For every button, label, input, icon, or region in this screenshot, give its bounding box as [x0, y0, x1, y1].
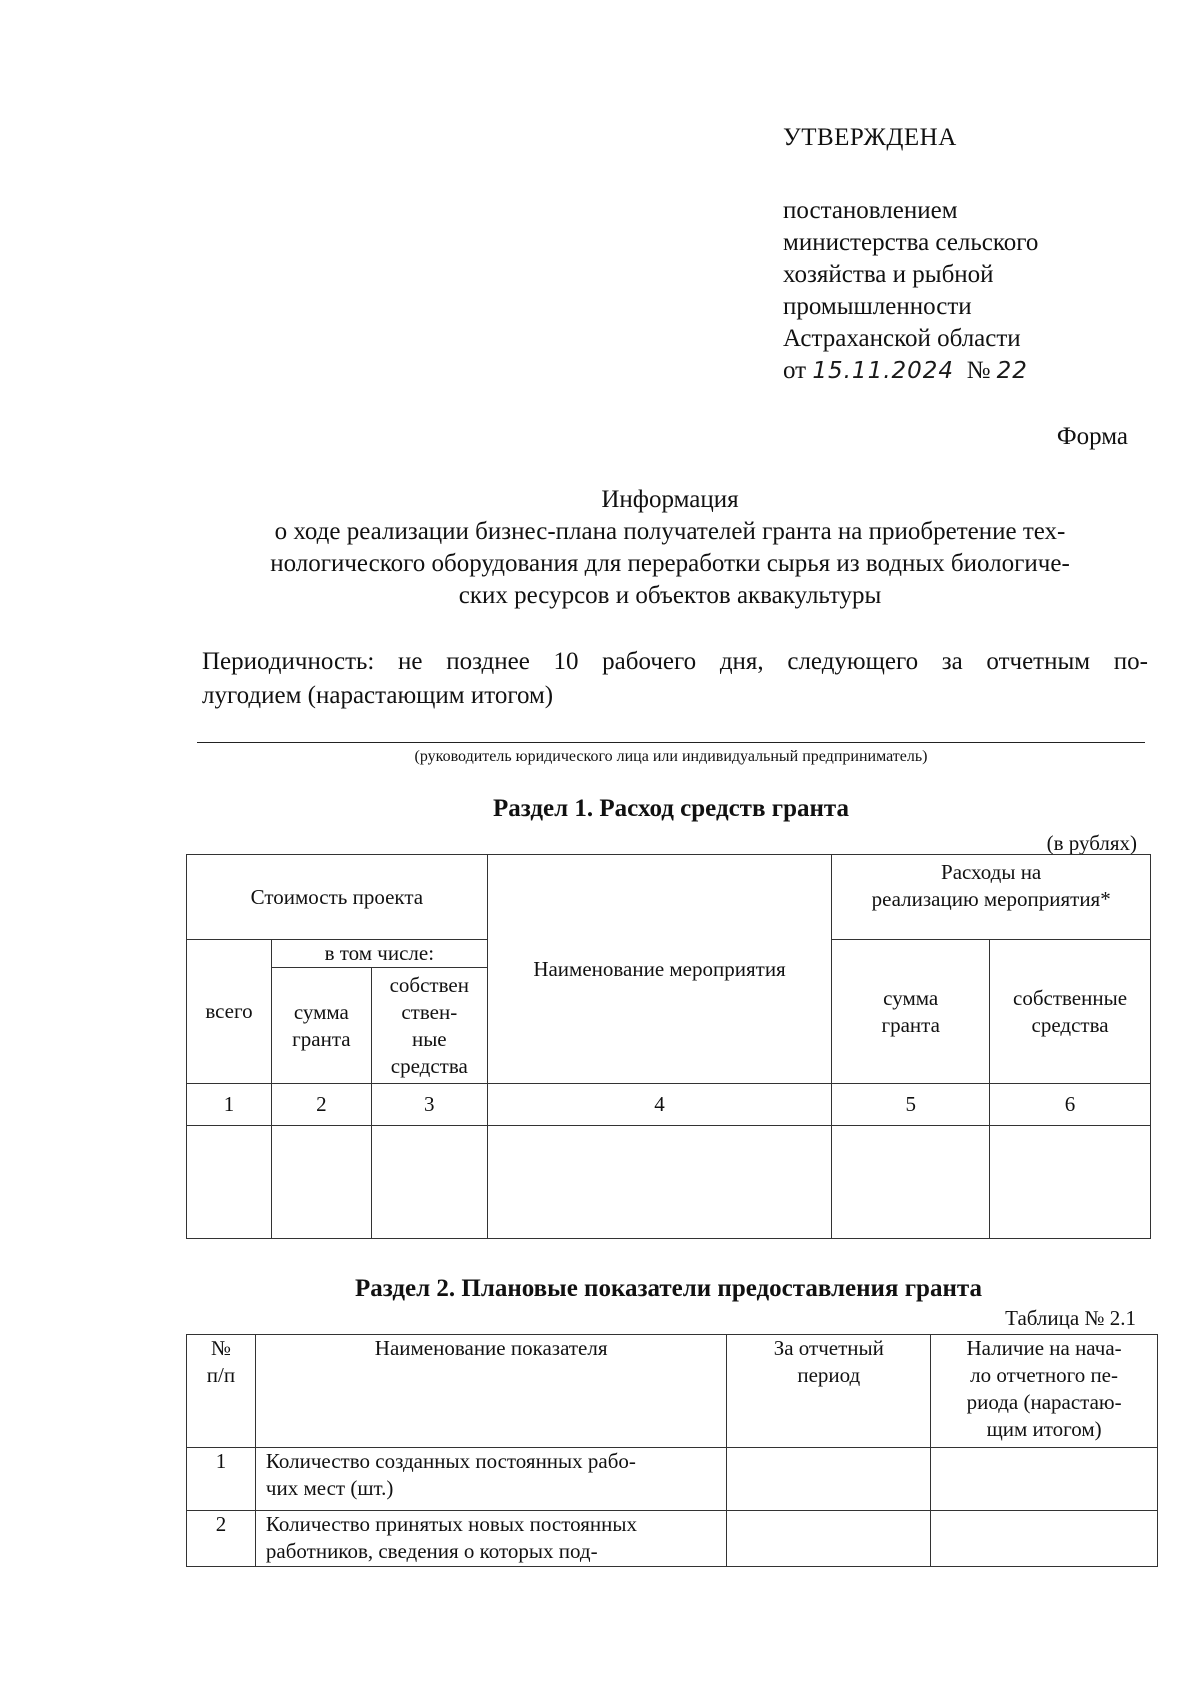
column-number: 6: [990, 1084, 1151, 1126]
header-activity-name: Наименование мероприятия: [487, 855, 832, 1084]
decree-line: промышленности: [783, 293, 972, 320]
header-exp-grant: сумма гранта: [832, 940, 990, 1084]
column-number: 2: [271, 1084, 371, 1126]
units-label: (в рублях): [1046, 831, 1137, 855]
header-reporting-period: За отчетный период: [727, 1335, 931, 1448]
column-number: 4: [487, 1084, 832, 1126]
handwritten-date: 15.11.2024: [812, 358, 955, 384]
section2-title: Раздел 2. Плановые показатели предоставления гранта: [355, 1275, 982, 1302]
title-line: нологического оборудования для переработки сырья из водных биологиче-: [270, 550, 1070, 577]
empty-cell: [271, 1126, 371, 1239]
row-number: 2: [187, 1511, 256, 1567]
indicator-name: Количество созданных постоянных рабо- чих мест (шт.): [255, 1448, 726, 1511]
empty-cell: [727, 1511, 931, 1567]
section1-title: Раздел 1. Расход средств гранта: [493, 795, 849, 822]
table-row: [187, 1448, 1158, 1511]
column-number: 1: [187, 1084, 272, 1126]
empty-cell: [832, 1126, 990, 1239]
planned-indicators-table: [186, 1334, 1158, 1567]
header-expenses: Расходы на реализацию мероприятия*: [832, 855, 1151, 940]
grant-expenses-table: [186, 854, 1151, 1239]
approved-stamp-text: УТВЕРЖДЕНА: [783, 124, 957, 151]
document-title: [190, 484, 1150, 612]
column-number: 3: [371, 1084, 487, 1126]
decree-line: министерства сельского: [783, 229, 1039, 256]
header-including: в том числе:: [271, 940, 487, 968]
header-exp-own: собственные средства: [990, 940, 1151, 1084]
table-row: [187, 1511, 1158, 1567]
column-number: 5: [832, 1084, 990, 1126]
table-number-label: Таблица № 2.1: [1005, 1306, 1136, 1330]
handwritten-number: 22: [996, 358, 1028, 384]
number-sign: №: [966, 357, 991, 384]
empty-cell: [990, 1126, 1151, 1239]
periodicity-line: Периодичность: не позднее 10 рабочего дня, следующего за отчетным по-: [202, 648, 1148, 675]
form-label: Форма: [1056, 423, 1128, 450]
empty-cell: [187, 1126, 272, 1239]
empty-cell: [931, 1511, 1158, 1567]
date-prefix: от: [783, 357, 807, 384]
header-own-funds: собствен ствен- ные средства: [371, 968, 487, 1084]
decree-block: [783, 195, 1038, 387]
title-line: о ходе реализации бизнес-плана получателей гранта на приобретение тех-: [274, 518, 1066, 545]
title-heading: Информация: [601, 486, 739, 513]
signature-line: [197, 742, 1145, 743]
decree-line: постановлением: [783, 197, 958, 224]
signature-caption: (руководитель юридического лица или индивидуальный предприниматель): [414, 748, 928, 765]
decree-line: хозяйства и рыбной: [783, 261, 994, 288]
periodicity-line: лугодием (нарастающим итогом): [202, 682, 554, 709]
header-project-cost: Стоимость проекта: [187, 855, 488, 940]
empty-cell: [487, 1126, 832, 1239]
header-grant-sum: сумма гранта: [271, 968, 371, 1084]
periodicity-text: [202, 645, 1148, 713]
header-cumulative: Наличие на нача- ло отчетного пе- риода (нарастаю- щим итогом): [931, 1335, 1158, 1448]
empty-cell: [931, 1448, 1158, 1511]
header-num: № п/п: [187, 1335, 256, 1448]
decree-line: Астраханской области: [783, 325, 1021, 352]
header-total: всего: [187, 940, 272, 1084]
title-line: ских ресурсов и объектов аквакультуры: [458, 582, 882, 609]
decree-date-line: [783, 355, 1038, 387]
empty-cell: [727, 1448, 931, 1511]
row-number: 1: [187, 1448, 256, 1511]
header-indicator: Наименование показателя: [255, 1335, 726, 1448]
indicator-name: Количество принятых новых постоянных работников, сведения о которых под-: [255, 1511, 726, 1567]
empty-cell: [371, 1126, 487, 1239]
